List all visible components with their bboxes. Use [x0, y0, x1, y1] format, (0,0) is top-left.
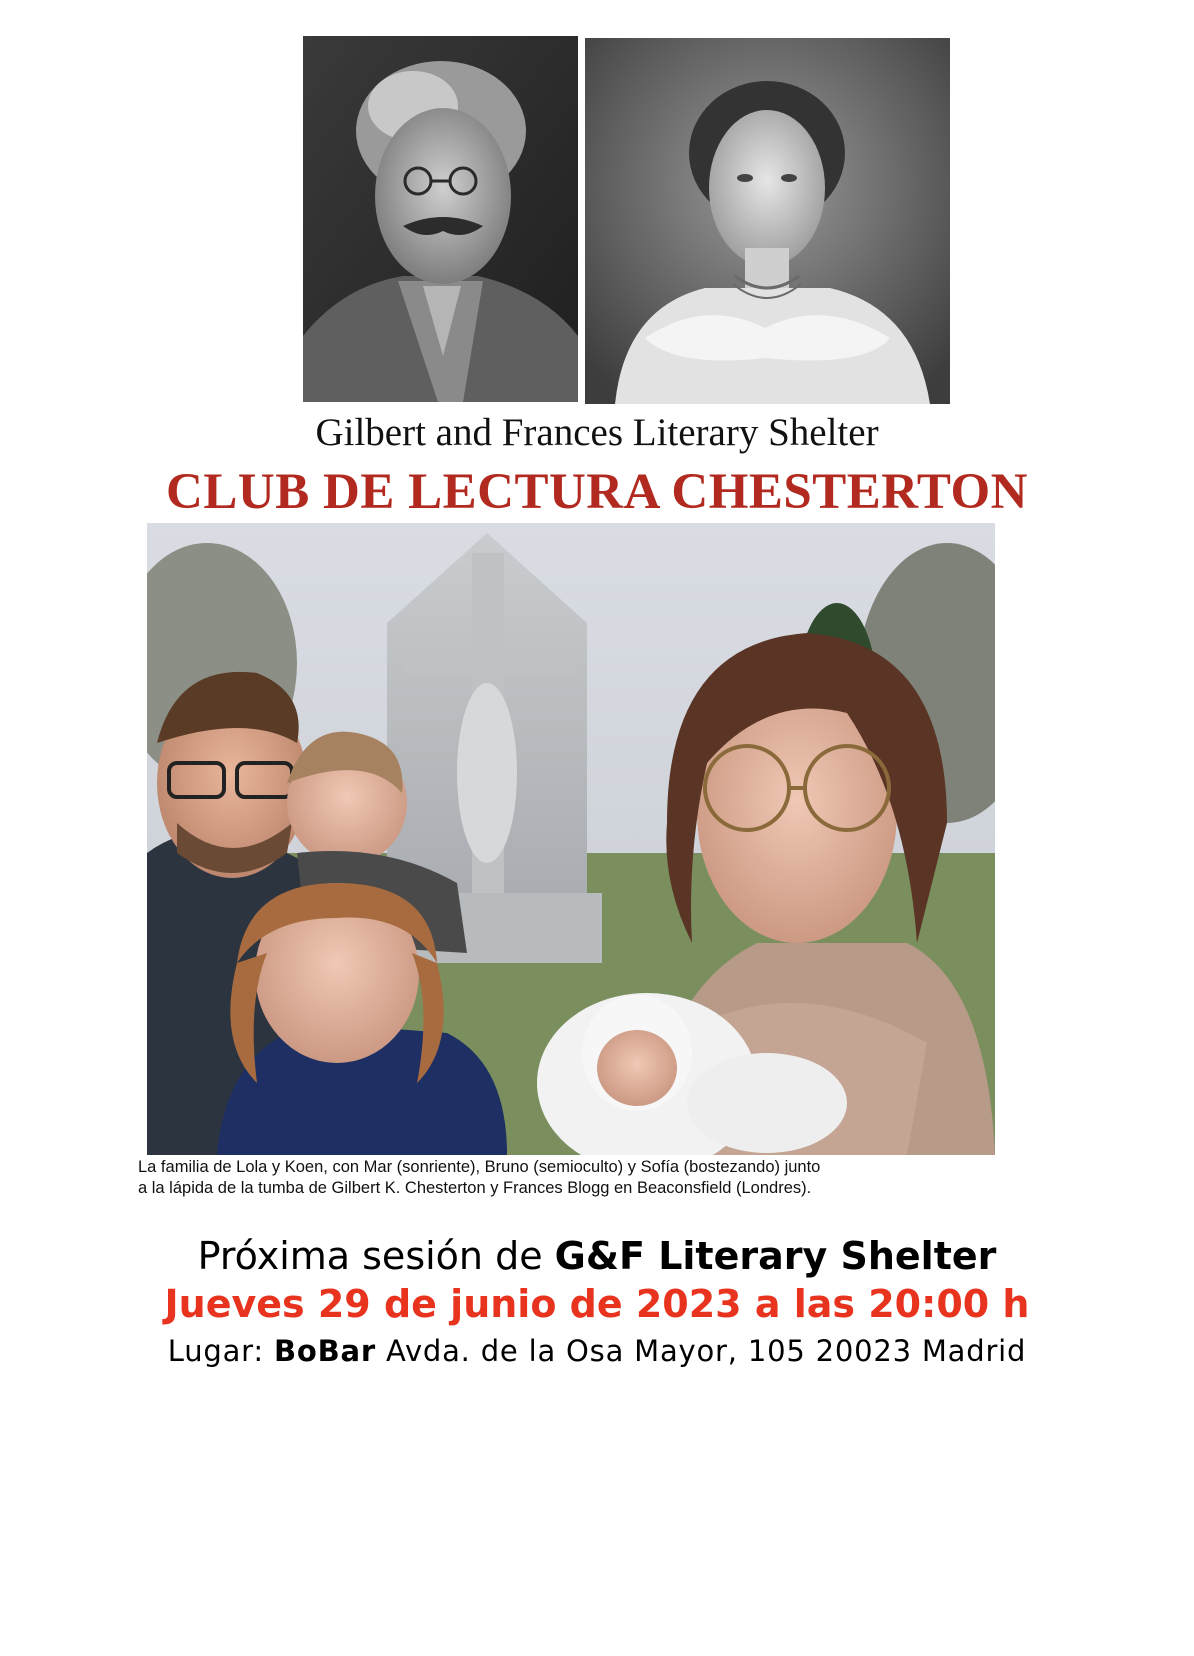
session-date: Jueves 29 de junio de 2023 a las 20:00 h [164, 1282, 1030, 1326]
venue-address: Avda. de la Osa Mayor, 105 20023 Madrid [375, 1334, 1027, 1368]
subtitle: Gilbert and Frances Literary Shelter [315, 411, 879, 454]
photo-caption [138, 1157, 998, 1199]
next-session-line [0, 1232, 1194, 1280]
next-session-prefix: Próxima sesión de [197, 1234, 555, 1278]
session-place [0, 1332, 1194, 1370]
venue-name: BoBar [273, 1334, 376, 1368]
caption-line-2: a la lápida de la tumba de Gilbert K. Chesterton y Frances Blogg en Beaconsfield (Londres). [138, 1179, 812, 1197]
page-title: CLUB DE LECTURA CHESTERTON [166, 464, 1028, 520]
gilbert-chesterton-portrait [303, 36, 578, 402]
caption-line-1: La familia de Lola y Koen, con Mar (sonriente), Bruno (semioculto) y Sofía (bostezando) junto [138, 1158, 821, 1176]
frances-blogg-portrait [585, 38, 950, 404]
family-photo [147, 523, 995, 1155]
place-label: Lugar: [167, 1334, 274, 1368]
shelter-name: G&F Literary Shelter [554, 1234, 997, 1278]
